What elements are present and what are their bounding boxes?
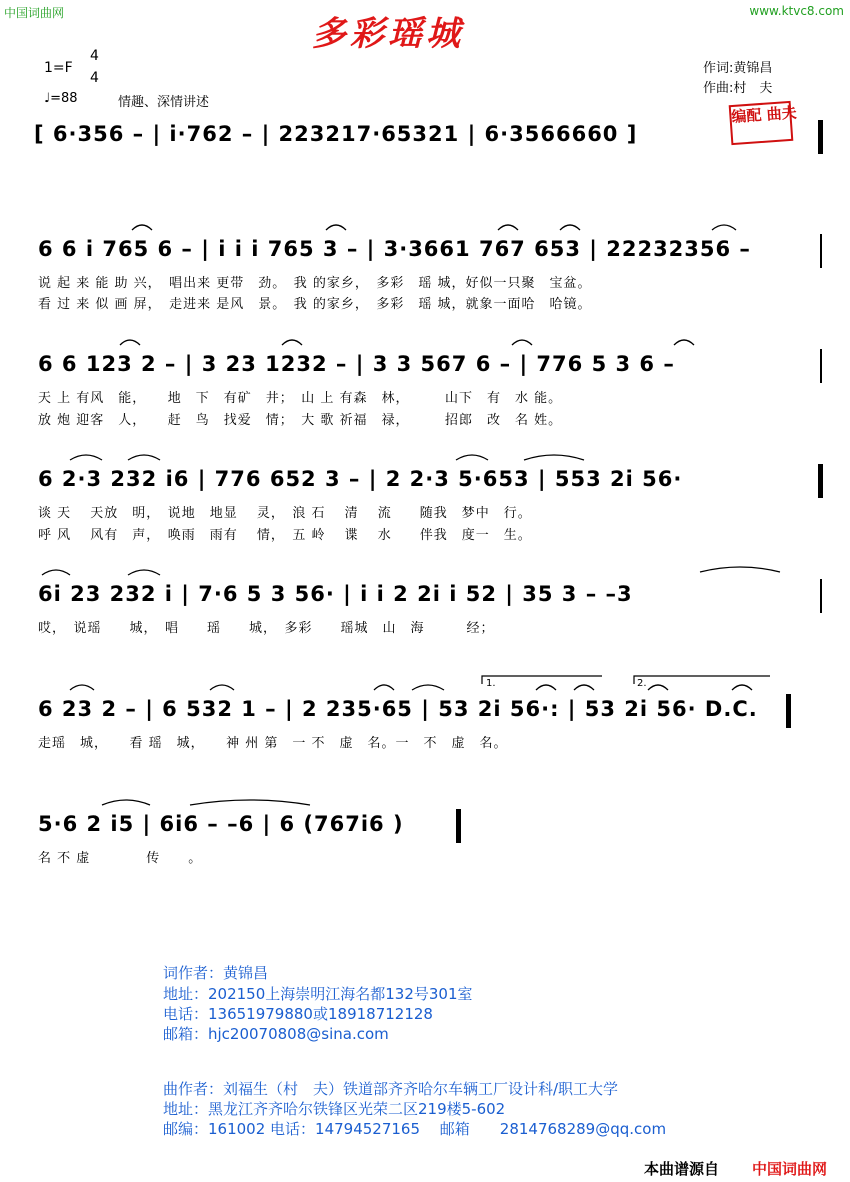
slur [120, 340, 140, 345]
time-signature-bottom: 4 [90, 70, 99, 86]
key-signature: 1=F [44, 60, 73, 76]
slur [574, 685, 594, 690]
slur [102, 800, 150, 805]
footer-composer-address: 地址：黑龙江齐齐哈尔铁锋区光荣二区219楼5-602 [163, 1100, 506, 1118]
slur [374, 685, 394, 690]
watermark-left: 中国词曲网 [4, 6, 65, 20]
score-line-5-lyrics: 哎， 说瑶 城， 唱 瑶 城， 多彩 瑶城 山 海 经； [38, 621, 495, 636]
slur [456, 455, 488, 460]
time-signature-top: 4 [90, 48, 99, 64]
footer-composer-contact: 邮编：161002 电话：14794527165 邮箱 2814768289@qq.com [163, 1120, 667, 1138]
tempo-marking: ♩=88 [44, 91, 78, 106]
slur [674, 340, 694, 345]
slur [412, 685, 444, 690]
score-line-2-notes: 6 6 i 765 6 – | i i i 765 3 – | 3·3661 767 653 | 22232356 – [38, 237, 751, 261]
composer-credit: 作曲:村 夫 [703, 81, 773, 96]
score-line-6-lyrics: 走瑶 城， 看 瑶 城， 神 州 第 一 不 虚 名。一 不 虚 名。 [38, 736, 508, 751]
score-line-5-notes: 6i 23 232 i | 7·6 5 3 56· | i i 2 2i i 52 | 35 3 – –3 [38, 582, 633, 606]
slur [732, 685, 752, 690]
tie [190, 800, 310, 805]
score-line-3-notes: 6 6 123 2 – | 3 23 1232 – | 3 3 567 6 – | 776 5 3 6 – [38, 352, 675, 376]
score-line-4-notes: 6 2·3 232 i6 | 776 652 3 – | 2 2·3 5·653 | 553 2i 56· [38, 467, 683, 491]
second-ending-bracket [634, 676, 770, 684]
song-title: 多彩瑶城 [312, 14, 464, 54]
score-line-3-lyrics-verse2: 放 炮 迎客 人， 赶 鸟 找爱 情； 大 歌 祈福 禄， 招郎 改 名 姓。 [38, 413, 563, 428]
slur [536, 685, 556, 690]
footer-lyricist-address: 地址：202150上海崇明江海名都132号301室 [163, 985, 473, 1003]
slur [70, 685, 94, 690]
slur [132, 225, 152, 230]
slur [498, 225, 518, 230]
slur [42, 570, 70, 575]
score-line-1-notes: [ 6·356 – | i·762 – | 223217·65321 | 6·3566660 ] [34, 122, 638, 146]
watermark-right: www.ktvc8.com [749, 4, 844, 18]
score-line-7-notes: 5·6 2 i5 | 6i6 – –6 | 6 (767i6 ) [38, 812, 404, 836]
score-line-7-lyrics: 名 不 虚 传 。 [38, 851, 203, 866]
score-line-3-lyrics-verse1: 天 上 有风 能， 地 下 有矿 井； 山 上 有森 林， 山下 有 水 能。 [38, 391, 563, 406]
arranger-seal: 编配 曲夫 [729, 101, 794, 145]
footer-lyricist-email: 邮箱：hjc20070808@sina.com [163, 1025, 389, 1043]
expression-marking: 情趣、深情讲述 [118, 95, 210, 110]
slur [326, 225, 346, 230]
ending-number-1: 1. [486, 678, 496, 689]
lyricist-credit: 作词:黄锦昌 [703, 61, 773, 76]
footer-composer-name: 曲作者：刘福生（村 夫）铁道部齐齐哈尔车辆工厂设计科/职工大学 [163, 1080, 619, 1098]
source-label: 本曲谱源自 [644, 1160, 720, 1178]
score-line-4-lyrics-verse2: 呼 风 风有 声， 唤雨 雨有 情， 五 岭 谍 水 伴我 度一 生。 [38, 528, 532, 543]
score-line-2-lyrics-verse2: 看 过 来 似 画 屏， 走进来 是风 景。 我 的家乡， 多彩 瑶 城，就象一面哈 哈镜。 [38, 297, 592, 312]
first-ending-bracket [482, 676, 602, 684]
score-line-6-notes: 6 23 2 – | 6 532 1 – | 2 235·65 | 53 2i 56·: | 53 2i 56· D.C. [38, 697, 758, 721]
score-line-4-lyrics-verse1: 谈 天 天放 明， 说地 地显 灵， 浪 石 清 流 随我 梦中 行。 [38, 506, 532, 521]
footer-lyricist-name: 词作者：黄锦昌 [163, 964, 269, 982]
slur [648, 685, 668, 690]
slur [512, 340, 532, 345]
tie [700, 567, 780, 572]
footer-lyricist-phone: 电话：13651979880或18918712128 [163, 1005, 433, 1023]
slur [70, 455, 102, 460]
slur [128, 570, 160, 575]
slur [282, 340, 302, 345]
score-line-2-lyrics-verse1: 说 起 来 能 助 兴， 唱出来 更带 劲。 我 的家乡， 多彩 瑶 城，好似一只聚 宝盆。 [38, 276, 592, 291]
slur [210, 685, 234, 690]
slur [128, 455, 160, 460]
slur [560, 225, 580, 230]
slur [712, 225, 736, 230]
source-site-link[interactable]: 中国词曲网 [752, 1160, 828, 1178]
ending-number-2: 2. [637, 678, 647, 689]
slur [524, 455, 584, 460]
